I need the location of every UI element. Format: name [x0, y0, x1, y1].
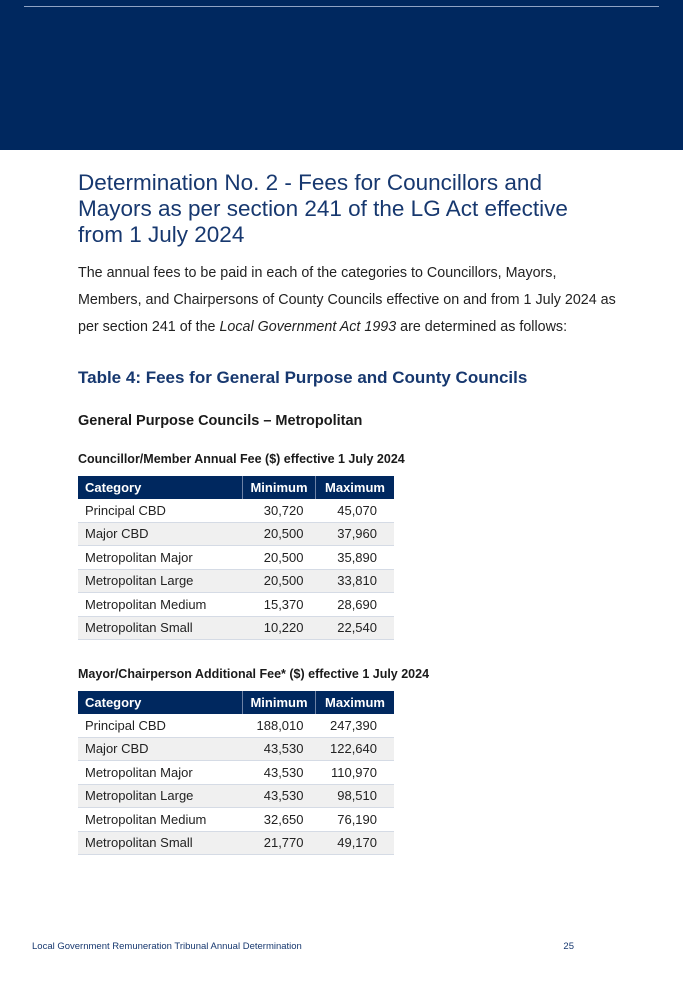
- banner-rule: [24, 6, 659, 7]
- cell-minimum: 30,720: [243, 499, 316, 522]
- cell-category: Major CBD: [78, 737, 243, 761]
- column-header-maximum: Maximum: [316, 691, 395, 714]
- cell-minimum: 43,530: [243, 737, 316, 761]
- column-header-maximum: Maximum: [316, 476, 395, 499]
- cell-maximum: 35,890: [316, 546, 395, 570]
- intro-paragraph: [78, 260, 618, 341]
- cell-minimum: 43,530: [243, 761, 316, 785]
- cell-minimum: 20,500: [243, 569, 316, 593]
- cell-minimum: 15,370: [243, 593, 316, 617]
- intro-text-end: are determined as follows:: [396, 319, 568, 335]
- mayor-table-caption: Mayor/Chairperson Additional Fee* ($) effective 1 July 2024: [78, 667, 430, 681]
- intro-text-start: The annual fees to be paid in each of the categories to Councillors, Mayors, Members, and Chairpersons of County Councils effective on and from 1 July 2024 as per section 241 of the: [78, 265, 616, 335]
- table-header-row: [78, 691, 394, 714]
- table-title: Table 4: Fees for General Purpose and County Councils: [78, 368, 528, 387]
- cell-minimum: 43,530: [243, 784, 316, 808]
- cell-maximum: 247,390: [316, 714, 395, 737]
- cell-minimum: 32,650: [243, 808, 316, 832]
- cell-maximum: 45,070: [316, 499, 395, 522]
- cell-maximum: 28,690: [316, 593, 395, 617]
- column-header-category: Category: [78, 476, 243, 499]
- table-row: [78, 616, 394, 640]
- footer-text: Local Government Remuneration Tribunal Annual Determination: [32, 941, 302, 952]
- table-row: [78, 831, 394, 855]
- cell-category: Metropolitan Small: [78, 616, 243, 640]
- table-row: [78, 714, 394, 737]
- table-row: [78, 522, 394, 546]
- table-header-row: [78, 476, 394, 499]
- cell-minimum: 20,500: [243, 522, 316, 546]
- cell-minimum: 20,500: [243, 546, 316, 570]
- cell-category: Metropolitan Medium: [78, 808, 243, 832]
- column-header-category: Category: [78, 691, 243, 714]
- table-row: [78, 499, 394, 522]
- cell-category: Principal CBD: [78, 714, 243, 737]
- cell-maximum: 98,510: [316, 784, 395, 808]
- page-footer: [32, 941, 574, 952]
- cell-category: Metropolitan Medium: [78, 593, 243, 617]
- page-heading: Determination No. 2 - Fees for Councillors and Mayors as per section 241 of the LG Act effective from 1 July 2024: [78, 170, 568, 247]
- cell-category: Metropolitan Major: [78, 761, 243, 785]
- page-number: 25: [563, 941, 574, 952]
- table-row: [78, 593, 394, 617]
- cell-maximum: 37,960: [316, 522, 395, 546]
- cell-maximum: 49,170: [316, 831, 395, 855]
- cell-category: Metropolitan Large: [78, 569, 243, 593]
- mayor-table-body: [78, 714, 394, 855]
- cell-category: Metropolitan Large: [78, 784, 243, 808]
- cell-category: Principal CBD: [78, 499, 243, 522]
- cell-maximum: 76,190: [316, 808, 395, 832]
- section-title: General Purpose Councils – Metropolitan: [78, 413, 363, 429]
- councillor-table-body: [78, 499, 394, 640]
- cell-category: Metropolitan Major: [78, 546, 243, 570]
- cell-maximum: 33,810: [316, 569, 395, 593]
- column-header-minimum: Minimum: [243, 691, 316, 714]
- header-banner: [0, 0, 683, 150]
- cell-category: Metropolitan Small: [78, 831, 243, 855]
- councillor-fee-table: [78, 476, 394, 640]
- cell-minimum: 10,220: [243, 616, 316, 640]
- table-row: [78, 761, 394, 785]
- mayor-fee-table: [78, 691, 394, 855]
- cell-maximum: 110,970: [316, 761, 395, 785]
- page-content: [78, 170, 618, 855]
- cell-category: Major CBD: [78, 522, 243, 546]
- act-name: Local Government Act 1993: [219, 319, 397, 335]
- table-row: [78, 737, 394, 761]
- table-row: [78, 808, 394, 832]
- cell-maximum: 122,640: [316, 737, 395, 761]
- cell-maximum: 22,540: [316, 616, 395, 640]
- table-row: [78, 784, 394, 808]
- table-row: [78, 546, 394, 570]
- column-header-minimum: Minimum: [243, 476, 316, 499]
- cell-minimum: 188,010: [243, 714, 316, 737]
- councillor-table-caption: Councillor/Member Annual Fee ($) effective 1 July 2024: [78, 452, 405, 466]
- cell-minimum: 21,770: [243, 831, 316, 855]
- table-row: [78, 569, 394, 593]
